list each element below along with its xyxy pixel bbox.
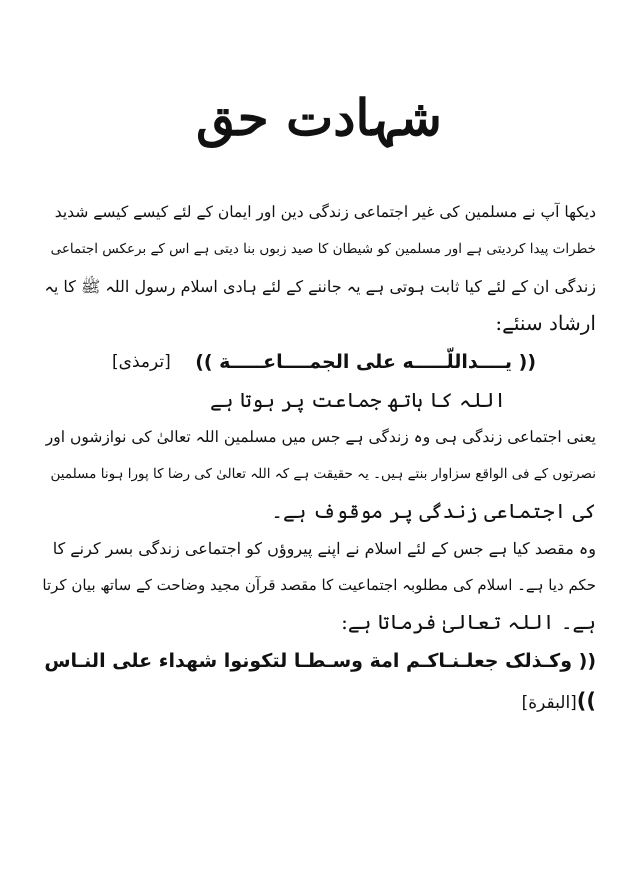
purpose-paragraph <box>42 530 596 641</box>
hadith-translation-block <box>42 382 596 419</box>
intro-paragraph <box>42 194 596 342</box>
verse-closing: )) <box>576 689 596 713</box>
page-title: شہادت حق <box>196 88 442 147</box>
text-line: دیکھا آپ نے مسلمین کی غیر اجتماعی زندگی دین اور ایمان کے لئے کیسے کیسے شدید <box>54 203 596 221</box>
text-line: خطرات پیدا کردیتی ہے اور مسلمین کو شیطان کا صید زبوں بنا دیتی ہے اس کے برعکس اجتماعی <box>50 241 596 257</box>
text-line: ہے۔ اللہ تعالیٰ فرماتا ہے: <box>341 610 596 634</box>
quran-verse <box>42 641 596 723</box>
text-line: ارشاد سنئے: <box>495 311 596 335</box>
explanation-paragraph <box>42 419 596 530</box>
verse-ending <box>42 681 596 723</box>
hadith-quote <box>42 342 596 382</box>
verse-arabic: (( وکـذلک جعلـنـاکـم امة وسـطـا لتکونوا شهداء علی النـاس <box>44 650 596 672</box>
text-line: زندگی ان کے لئے کیا ثابت ہوتی ہے یہ جاننے کے لئے ہادی اسلام رسول اللہ ﷺ کا یہ <box>44 277 596 296</box>
hadith-arabic: (( یــــداللّـــــه علی الجمــــاعـــــة )) <box>195 351 536 373</box>
hadith-translation: اللہ کا ہاتھ جماعت پر ہوتا ہے <box>210 388 506 412</box>
text-line: کی اجتماعی زندگی پر موقوف ہے۔ <box>271 499 596 523</box>
verse-reference: [البقرة] <box>521 693 577 713</box>
text-line: وہ مقصد کیا ہے جس کے لئے اسلام نے اپنے پیروؤں کو اجتماعی زندگی بسر کرنے کا <box>52 539 596 558</box>
text-line: نصرتوں کے فی الواقع سزاوار بنتے ہیں۔ یہ حقیقت ہے کہ اللہ تعالیٰ کی رضا کا پورا ہونا مسلمین <box>50 466 596 482</box>
text-line: یعنی اجتماعی زندگی ہی وہ زندگی ہے جس میں مسلمین اللہ تعالیٰ کی نوازشوں اور <box>45 428 596 446</box>
hadith-reference: [ترمذی] <box>112 352 171 372</box>
text-line: حکم دیا ہے۔ اسلام کی مطلوبہ اجتماعیت کا مقصد قرآن مجید وضاحت کے ساتھ بیان کرتا <box>42 576 596 594</box>
